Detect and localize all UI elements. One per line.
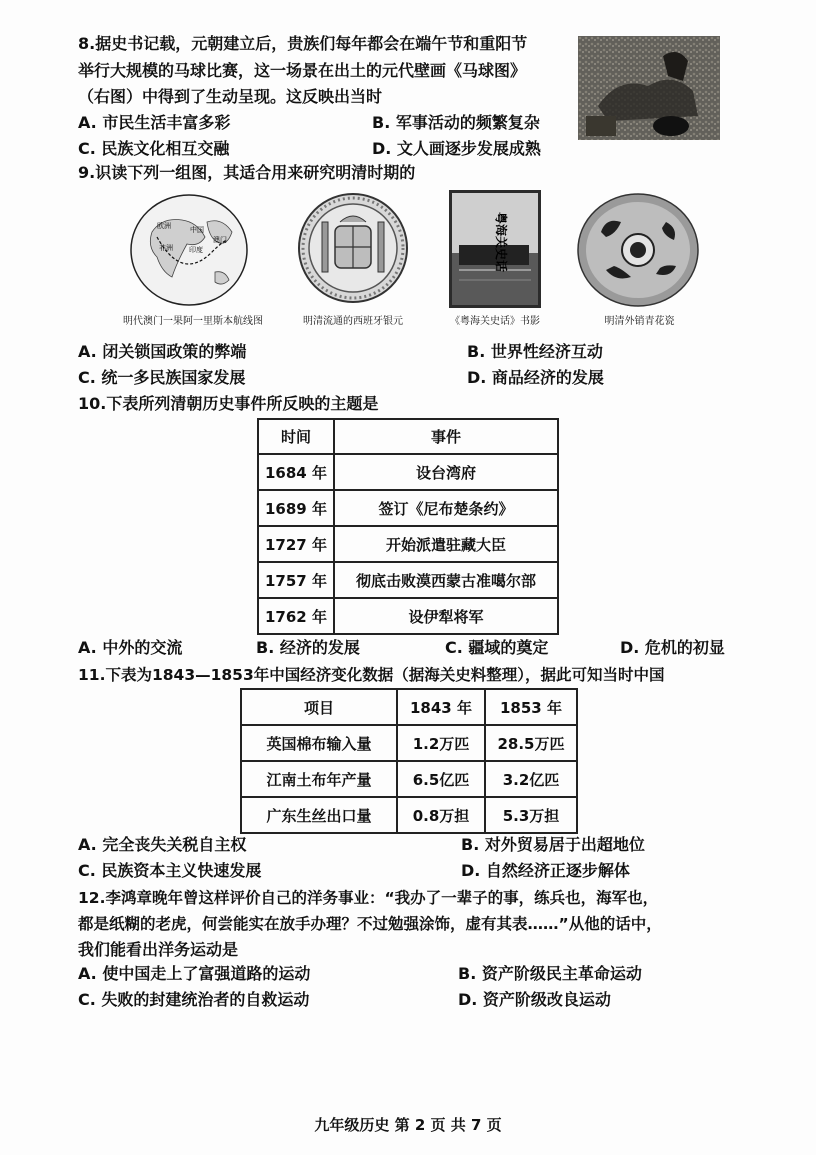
porcelain-plate-image (576, 192, 700, 308)
option-c[interactable]: C. 疆域的奠定 (445, 638, 549, 657)
question-12-stem-line: 我们能看出洋务运动是 (78, 940, 239, 959)
table-cell: 1727 年 (258, 526, 334, 562)
image-caption: 明清流通的西班牙银元 (303, 316, 403, 327)
table-row (241, 725, 577, 761)
book-title: 粤海关史话 (494, 212, 508, 273)
option-b[interactable]: B. 资产阶级民主革命运动 (458, 964, 642, 983)
table-cell: 1.2万匹 (397, 725, 485, 761)
option-b[interactable]: B. 军事活动的频繁复杂 (372, 113, 540, 132)
question-8-stem-line: 8.据史书记载，元朝建立后，贵族们每年都会在端午节和重阳节 (78, 34, 528, 53)
table-cell: 1684 年 (258, 454, 334, 490)
book-cover-image (449, 190, 541, 308)
option-c[interactable]: C. 民族文化相互交融 (78, 139, 230, 158)
question-8-stem-line: 举行大规模的马球比赛，这一场景在出土的元代壁画《马球图》 (78, 61, 527, 80)
table-cell: 广东生丝出口量 (241, 797, 397, 833)
table-cell: 28.5万匹 (485, 725, 577, 761)
table-header-row (241, 689, 577, 725)
option-a[interactable]: A. 完全丧失关税自主权 (78, 835, 247, 854)
option-d[interactable]: D. 文人画逐步发展成熟 (372, 139, 541, 158)
image-caption: 明清外销青花瓷 (604, 316, 675, 327)
option-d[interactable]: D. 商品经济的发展 (467, 368, 604, 387)
economic-data-table (240, 688, 578, 834)
table-header-row (258, 419, 558, 454)
table-cell: 3.2亿匹 (485, 761, 577, 797)
map-label: 澳门 (213, 236, 227, 244)
option-a[interactable]: A. 中外的交流 (78, 638, 183, 657)
option-c[interactable]: C. 失败的封建统治者的自救运动 (78, 990, 310, 1009)
option-d[interactable]: D. 自然经济正逐步解体 (461, 861, 630, 880)
table-cell: 签订《尼布楚条约》 (334, 490, 558, 526)
option-d[interactable]: D. 资产阶级改良运动 (458, 990, 611, 1009)
silver-coin-image (292, 192, 414, 304)
question-11-stem: 11.下表为1843—1853年中国经济变化数据（据海关史料整理），据此可知当时中国 (78, 666, 665, 684)
table-cell: 1757 年 (258, 562, 334, 598)
question-12-stem-line: 12.李鸿章晚年曾这样评价自己的洋务事业：“我办了一辈子的事，练兵也，海军也， (78, 889, 659, 907)
table-row (258, 562, 558, 598)
sea-route-map-image (127, 192, 251, 307)
table-row (258, 598, 558, 634)
option-c[interactable]: C. 统一多民族国家发展 (78, 368, 246, 387)
question-10-stem: 10.下表所列清朝历史事件所反映的主题是 (78, 394, 379, 413)
option-c[interactable]: C. 民族资本主义快速发展 (78, 861, 262, 880)
table-row (241, 797, 577, 833)
table-cell: 6.5亿匹 (397, 761, 485, 797)
table-header-cell: 项目 (241, 689, 397, 725)
table-row (258, 526, 558, 562)
table-cell: 0.8万担 (397, 797, 485, 833)
table-row (258, 490, 558, 526)
table-cell: 设台湾府 (334, 454, 558, 490)
image-caption: 明代澳门一果阿一里斯本航线图 (123, 316, 263, 327)
option-b[interactable]: B. 对外贸易居于出超地位 (461, 835, 645, 854)
table-header-cell: 1843 年 (397, 689, 485, 725)
table-row (258, 454, 558, 490)
table-header-cell: 1853 年 (485, 689, 577, 725)
table-cell: 彻底击败漠西蒙古准噶尔部 (334, 562, 558, 598)
question-9-stem: 9.识读下列一组图，其适合用来研究明清时期的 (78, 163, 416, 182)
table-cell: 1689 年 (258, 490, 334, 526)
image-caption: 《粤海关史话》书影 (450, 316, 540, 327)
table-cell: 开始派遣驻藏大臣 (334, 526, 558, 562)
option-b[interactable]: B. 经济的发展 (256, 638, 360, 657)
table-cell: 5.3万担 (485, 797, 577, 833)
map-label: 中国 (190, 226, 204, 234)
map-label: 印度 (189, 246, 203, 254)
table-header-cell: 时间 (258, 419, 334, 454)
option-d[interactable]: D. 危机的初显 (620, 638, 725, 657)
option-a[interactable]: A. 闭关锁国政策的弊端 (78, 342, 247, 361)
option-b[interactable]: B. 世界性经济互动 (467, 342, 603, 361)
table-cell: 设伊犁将军 (334, 598, 558, 634)
map-label: 非洲 (159, 244, 173, 252)
question-12-stem-line: 都是纸糊的老虎，何尝能实在放手办理？不过勉强涂饰，虚有其表……”从他的话中， (78, 915, 662, 933)
map-label: 欧洲 (157, 222, 171, 230)
question-8-stem-line: （右图）中得到了生动呈现。这反映出当时 (78, 87, 383, 106)
table-header-cell: 事件 (334, 419, 558, 454)
table-row (241, 761, 577, 797)
polo-mural-image (578, 36, 720, 140)
table-cell: 1762 年 (258, 598, 334, 634)
table-cell: 江南土布年产量 (241, 761, 397, 797)
option-a[interactable]: A. 使中国走上了富强道路的运动 (78, 964, 311, 983)
events-table (257, 418, 559, 635)
table-cell: 英国棉布输入量 (241, 725, 397, 761)
page-footer: 九年级历史 第 2 页 共 7 页 (314, 1116, 502, 1134)
option-a[interactable]: A. 市民生活丰富多彩 (78, 113, 231, 132)
